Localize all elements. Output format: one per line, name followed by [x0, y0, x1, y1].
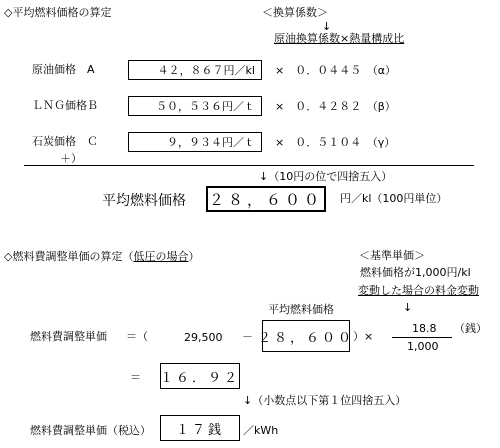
final-label: 燃料費調整単価（税込）: [30, 424, 151, 437]
coal-price: ９，９３４円／ｔ: [167, 136, 255, 149]
minus-sign: －: [242, 330, 253, 343]
base-price: 29,500: [184, 331, 223, 344]
round-note-decimal: ↓（小数点以下第１位四捨五入）: [243, 394, 407, 407]
coal-factor: × ０．５１０４ （γ）: [275, 136, 396, 149]
formula-average-price: ２８，６００: [258, 330, 355, 346]
average-fuel-price-label: 平均燃料価格: [102, 193, 186, 209]
arrow-down-icon: ↓: [322, 20, 332, 33]
base-rate-line1: 燃料価格が1,000円/kl: [360, 266, 471, 279]
arrow-down-icon: ↓: [403, 301, 413, 314]
average-fuel-price-unit: 円／kl（100円単位）: [340, 192, 448, 205]
coal-price-box: [128, 132, 262, 152]
equals-open: ＝（: [126, 330, 148, 343]
average-fuel-price-box: [206, 186, 326, 212]
lng-factor: × ０．４２８２ （β）: [275, 100, 396, 113]
average-fuel-price-small-label: 平均燃料価格: [268, 303, 334, 316]
final-unit: ／kWh: [243, 424, 279, 437]
round-note-10: ↓（10円の位で四捨五入）: [259, 170, 393, 183]
section1-title: ◇平均燃料価格の算定: [4, 6, 112, 19]
formula-label: 燃料費調整単価: [30, 330, 107, 343]
conversion-subheader: 原油換算係数×熱量構成比: [274, 32, 405, 45]
result-value: １６．９２: [160, 370, 241, 386]
formula-average-price-box: [258, 320, 355, 352]
conversion-header: ＜換算係数＞: [262, 6, 328, 19]
lng-label: ＬＮＧ価格Ｂ: [32, 99, 98, 112]
coal-label: 石炭価格 Ｃ: [32, 135, 98, 148]
close-times: ）×: [353, 330, 374, 343]
sen-unit: （銭）: [454, 322, 487, 335]
base-rate-line2: 変動した場合の料金変動: [358, 284, 479, 297]
result-box: [160, 363, 240, 389]
crude-oil-factor: × ０．０４４５ （α）: [275, 64, 396, 77]
denominator: 1,000: [407, 340, 439, 353]
crude-oil-price: ４２，８６７円／kl: [157, 64, 255, 77]
final-value: １７銭: [175, 422, 224, 438]
section2-title: ◇燃料費調整単価の算定（低圧の場合）: [4, 250, 200, 263]
fraction-line: [392, 337, 452, 338]
result-equals: ＝: [130, 371, 141, 384]
final-value-box: [160, 415, 240, 441]
numerator: 18.8: [412, 322, 437, 335]
plus-mark: ＋）: [60, 152, 82, 165]
average-fuel-price: ２８，６００: [208, 190, 323, 209]
crude-oil-price-box: [128, 60, 262, 80]
sum-line: [24, 165, 474, 166]
lng-price: ５０，５３６円／ｔ: [156, 100, 255, 113]
base-rate-header: ＜基準単価＞: [359, 249, 425, 262]
lng-price-box: [128, 96, 262, 116]
crude-oil-label: 原油価格 A: [32, 63, 95, 76]
